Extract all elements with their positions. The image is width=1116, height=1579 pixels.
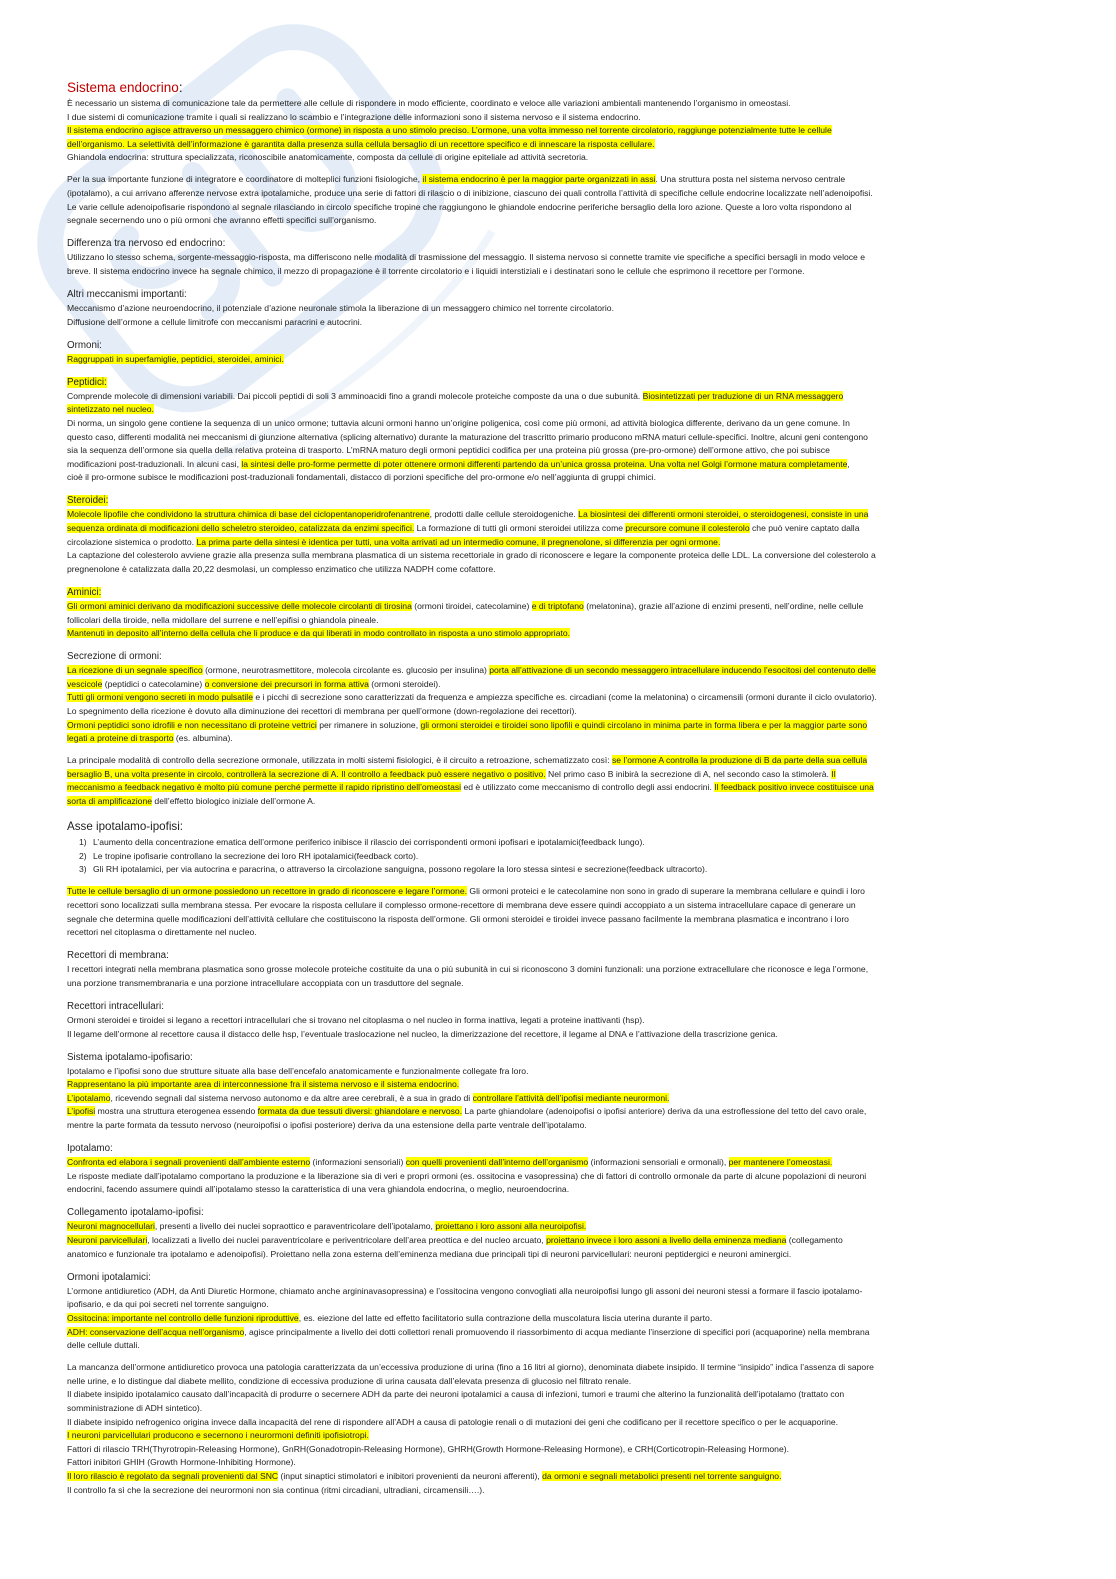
text-run: Fattori inibitori GHIH (Growth Hormone-Inhibiting Hormone).	[67, 1457, 296, 1468]
text-line	[67, 1456, 1077, 1470]
highlighted-text: gli ormoni steroidei e tiroidei sono lipofili e quindi circolano in minima parte in forma libera e per la maggior parte sono	[420, 719, 868, 730]
text-run: La captazione del colesterolo avviene grazie alla presenza sulla membrana plasmatica di un sistema recettoriale in grado di riconoscere e legare la componente proteica delle LDL. La conversione del colesterolo a	[67, 550, 876, 561]
text-line	[67, 111, 1077, 125]
text-line	[67, 1065, 1077, 1079]
text-line	[67, 913, 1077, 927]
highlighted-text: L’ipotalamo	[67, 1092, 111, 1103]
text-line	[67, 536, 1077, 550]
text-block	[67, 948, 1077, 990]
highlighted-text: ADH: conservazione dell’acqua nell’organismo	[67, 1326, 245, 1337]
text-line	[67, 1339, 1077, 1353]
text-line	[67, 390, 1077, 404]
highlighted-text: proiettano invece i loro assoni a livello della eminenza mediana	[546, 1235, 787, 1246]
list-number: 1)	[79, 837, 87, 848]
highlighted-text: Biosintetizzati per traduzione di un RNA messaggero	[642, 390, 844, 401]
highlighted-text: precursore comune il colesterolo	[625, 523, 750, 534]
highlighted-text: Raggruppati in superfamiglie, peptidici, steroidei, aminici.	[67, 353, 284, 364]
highlighted-text: L’ipofisi	[67, 1106, 96, 1117]
text-run: La mancanza dell’ormone antidiuretico provoca una patologia caratterizzata da un’eccessiva produzione di urina (fino a 16 litri al giorno), denominata diabete insipido. Il termine “insipido” indica l’assenza di sapore	[67, 1362, 874, 1373]
section-heading	[67, 338, 1077, 353]
text-run: (es. albumina).	[173, 733, 233, 744]
text-line	[67, 458, 1077, 472]
highlighted-text: sorta di amplificazione	[67, 796, 153, 807]
section-heading	[67, 493, 1077, 508]
text-line	[67, 691, 1077, 705]
highlighted-text: porta all’attivazione di un secondo messaggero intracellulare inducendo l’esocitosi del contenuto delle	[489, 665, 876, 676]
text-run: e i picchi di secrezione sono caratterizzati da frequenza e ampiezza specifiche es. circadiani (come la melatonina) o circamensili (ormoni durante il ciclo ovulatorio).	[252, 692, 877, 703]
text-line	[67, 1170, 1077, 1184]
highlighted-text: il sistema endocrino è per la maggior parte organizzati in assi	[422, 174, 656, 185]
highlighted-text: La prima parte della sintesi è identica per tutti, una volta arrivati ad un intermedio comune, il pregnenolone, si differenzia per ogni ormone.	[196, 536, 721, 547]
highlighted-text: Rappresentano la più importante area di interconnessione fra il sistema nervoso e il sistema endocrino.	[67, 1079, 460, 1090]
text-run: , ricevendo segnali dal sistema nervoso autonomo e da altre aree cerebrali, è a sua in grado di	[110, 1092, 473, 1103]
text-run: È necessario un sistema di comunicazione tale da permettere alle cellule di rispondere in modo efficiente, coordinato e veloce alle variazioni ambientali mantenendo l’organismo in omeostasi.	[67, 98, 791, 108]
text-line	[67, 926, 1077, 940]
highlighted-text: e di triptofano	[531, 600, 584, 611]
text-line	[67, 444, 1077, 458]
highlighted-text: legati a proteine di trasporto	[67, 733, 174, 744]
text-line	[67, 214, 1077, 228]
text-run: Altri meccanismi importanti:	[67, 289, 187, 301]
text-line	[67, 187, 1077, 201]
text-line	[67, 1429, 1077, 1443]
text-run: (ormone, neurotrasmettitore, molecola circolante es. glucosio per insulina)	[202, 665, 490, 676]
text-line	[67, 899, 1077, 913]
text-line	[67, 614, 1077, 628]
text-line	[67, 719, 1077, 733]
highlighted-text: Confronta ed elabora i segnali provenienti dall’ambiente esterno	[67, 1157, 311, 1168]
text-run: (input sinaptici stimolatori e inibitori provenienti da neuroni afferenti),	[278, 1470, 543, 1481]
text-run: Ghiandola endocrina: struttura specializzata, riconoscibile anatomicamente, composta da cellule di origine epiteliale ad attività secretoria.	[67, 152, 589, 163]
text-run: (melatonina), grazie all’azione di enzimi presenti, nell’ordine, nelle cellule	[583, 600, 864, 611]
text-run: (peptidici o catecolamine)	[102, 678, 205, 689]
text-run: Di norma, un singolo gene contiene la sequenza di un unico ormone; tuttavia alcuni ormoni hanno un’origine poligenica, così come più ormoni, ad attività biologica differente, derivano da un gene comune. In	[67, 418, 850, 428]
text-line	[67, 563, 1077, 577]
text-run: Le varie cellule adenoipofisarie rispondono al segnale rilasciando in circolo specifiche tropine che raggiungono le ghiandole endocrine periferiche bersaglio della loro azione. Queste a loro volta rispondono al	[67, 201, 852, 212]
text-line	[67, 664, 1077, 678]
text-line	[67, 795, 1077, 809]
text-run: (collegamento	[786, 1235, 843, 1246]
text-run: sia la sequenza dell’ormone sia quella della relativa proteina di trasporto. L’mRNA maturo degli ormoni peptidici codifica per una proteina più grossa (pre-pro-ormone) dell’ormone attivo, che poi subisce	[67, 445, 830, 456]
highlighted-text: proiettano i loro assoni alla neuroipofisi.	[435, 1221, 587, 1232]
text-run: somministrazione di ADH sintetico).	[67, 1402, 203, 1413]
text-line	[67, 781, 1077, 795]
text-line	[67, 403, 1077, 417]
highlighted-text: dell’organismo. La selettività dell’informazione è garantita dalla presenza sulla cellula bersaglio di un recettore specifico e di innescare la risposta cellulare.	[67, 138, 655, 149]
text-block	[67, 1050, 1077, 1133]
section-heading	[67, 1270, 1077, 1285]
highlighted-text: I neuroni parvicellulari producono e secernono i neurormoni definiti ipofisiotropi.	[67, 1430, 369, 1441]
text-line	[67, 1443, 1077, 1457]
highlighted-text: da ormoni e segnali metabolici presenti nel torrente sanguigno.	[542, 1470, 782, 1481]
text-run: Le risposte mediate dall’ipotalamo comportano la produzione e la liberazione sia di veri e propri ormoni (es. ossitocina e vasopressina) che di fattori di controllo ormonale da parte di alcune popolazioni di neuroni	[67, 1170, 867, 1181]
text-run: Lo spegnimento della ricezione è dovuto alla diminuzione dei recettori di membrana per quell’ormone (down-regolazione dei recettori).	[67, 706, 577, 716]
text-line	[67, 1156, 1077, 1170]
text-line	[67, 201, 1077, 215]
numbered-list-item	[67, 863, 1077, 877]
text-line	[67, 431, 1077, 445]
text-line	[67, 1092, 1077, 1106]
major-section-heading: Asse ipotalamo-ipofisi:	[67, 820, 183, 834]
highlighted-text: Tutti gli ormoni vengono secreti in modo pulsatile	[67, 692, 253, 703]
highlighted-text: Aminici:	[67, 586, 102, 598]
highlighted-text: formata da due tessuti diversi: ghiandolare e nervoso.	[257, 1106, 463, 1117]
text-run: circolazione sistemica o prodotto.	[67, 536, 197, 547]
text-line	[67, 1183, 1077, 1197]
text-run: mentre la parte formata da tessuto nervoso (neuroipofisi o ipofisi posteriore) deriva da una estensione della parte ventrale dell’ipotalamo.	[67, 1120, 587, 1131]
text-line	[67, 678, 1077, 692]
text-line	[67, 265, 1077, 279]
text-block	[67, 1270, 1077, 1353]
text-run: anatomico e funzionale tra ipotalamo e adenoipofisi). Proiettano nella zona esterna dell’eminenza mediana due principali tipi di neuroni parvicellulari: neuroni peptidergici e neuroni aminergici.	[67, 1248, 792, 1259]
highlighted-text: La biosintesi dei differenti ormoni steroidei, o steroidogenesi, consiste in una	[578, 509, 869, 520]
text-run: Il diabete insipido nefrogenico origina invece dalla incapacità del rene di rispondere all’ADH a causa di patologie renali o di mutazioni dei geni che codificano per il recettore specifico o per le acquaporine.	[67, 1416, 839, 1427]
highlighted-text: Ormoni peptidici sono idrofili e non necessitano di proteine vettrici	[67, 719, 317, 730]
text-line	[67, 1078, 1077, 1092]
text-run: La principale modalità di controllo della secrezione ormonale, utilizzata in molti sistemi fisiologici, è il circuito a retroazione, schematizzato così:	[67, 755, 612, 766]
text-run: mostra una struttura eterogenea essendo	[95, 1106, 258, 1117]
text-block	[67, 493, 1077, 576]
text-run: La formazione di tutti gli ormoni steroidei utilizza come	[414, 523, 626, 534]
highlighted-text: Tutte le cellule bersaglio di un ormone possiedono un recettore in grado di riconoscere e legare l’ormone.	[67, 886, 467, 897]
text-run: nelle urine, e lo distingue dal diabete mellito, condizione di eccessiva produzione di urina causata dall’elevata presenza di glucosio nel filtrato renale.	[67, 1375, 632, 1386]
text-line	[67, 1470, 1077, 1484]
text-run: follicolari della tiroide, nella midollare del surrene e nell’epifisi o ghiandola pineale.	[67, 614, 379, 625]
text-block	[67, 97, 1077, 165]
text-line	[67, 1484, 1077, 1498]
text-line	[67, 600, 1077, 614]
text-run: Il legame dell’ormone al recettore causa il distacco delle hsp, l’eventuale traslocazione nel nucleo, la dimerizzazione del recettore, il legame al DNA e l’attivazione della trascrizione genica.	[67, 1028, 778, 1039]
text-line	[67, 1312, 1077, 1326]
highlighted-text: Neuroni parvicellulari	[67, 1235, 148, 1246]
text-line	[67, 1234, 1077, 1248]
text-block	[67, 1205, 1077, 1261]
text-run: questo caso, differenti modalità nei meccanismi di giunzione alternativa (splicing alternativo) durante la maturazione del trascritto primario producono mRNA maturi cellule-specifici. Inoltre, alcuni geni contengono	[67, 431, 868, 442]
highlighted-text: vescicole	[67, 678, 103, 689]
text-run: per rimanere in soluzione,	[316, 719, 421, 730]
text-run: Differenza tra nervoso ed endocrino:	[67, 238, 226, 250]
text-run: (ormoni tiroidei, catecolamine)	[411, 600, 532, 611]
highlighted-text: Steroidei:	[67, 495, 109, 507]
text-block	[67, 649, 1077, 746]
text-line	[67, 508, 1077, 522]
text-line	[67, 1375, 1077, 1389]
text-line	[67, 963, 1077, 977]
highlighted-text: Il sistema endocrino agisce attraverso un messaggero chimico (ormone) in risposta a uno stimolo preciso. L’ormone, una volta immesso nel torrente circolatorio, raggiunge potenzialmente tutte le cellule	[67, 125, 832, 136]
text-line	[67, 977, 1077, 991]
text-run: ed è utilizzato come meccanismo di controllo degli assi endocrini.	[461, 782, 715, 793]
text-run: Ipotalamo e l’ipofisi sono due strutture situate alla base dell’encefalo anatomicamente e funzionalmente collegate fra loro.	[67, 1065, 529, 1076]
highlighted-text: o conversione dei precursori in forma attiva	[204, 678, 369, 689]
text-run: , localizzati a livello dei nuclei paraventricolare e periventricolare dell’area preottica e del nucleo arcuato,	[147, 1235, 547, 1246]
text-run: segnale secernendo uno o più ormoni che avranno effetti specifici sull’organismo.	[67, 215, 377, 226]
text-line	[67, 768, 1077, 782]
text-line	[67, 173, 1077, 187]
text-run: delle cellule duttali.	[67, 1340, 140, 1351]
text-line	[67, 1416, 1077, 1430]
highlighted-text: controllare l’attività dell’ipofisi mediante neurormoni.	[472, 1092, 670, 1103]
section-heading	[67, 287, 1077, 302]
list-number: 2)	[79, 850, 87, 861]
text-line	[67, 1388, 1077, 1402]
text-run: Diffusione dell’ormone a cellule limitrofe con meccanismi paracrini e autocrini.	[67, 316, 363, 327]
text-line	[67, 1105, 1077, 1119]
text-line	[67, 151, 1077, 165]
highlighted-text: Il feedback positivo invece costituisce una	[714, 782, 874, 793]
text-line	[67, 417, 1077, 431]
text-block	[67, 754, 1077, 808]
highlighted-text: la sintesi delle pro-forme permette di poter ottenere ormoni differenti partendo da un’unica grossa proteina. Una volta nel Golgi l’ormone matura completamente	[241, 458, 848, 469]
text-line	[67, 705, 1077, 719]
text-line	[67, 1285, 1077, 1299]
text-run: Recettori intracellulari:	[67, 1001, 164, 1012]
text-run: Il diabete insipido ipotalamico causato dall’incapacità di produrre o secernere ADH da parte dei neuroni ipotalamici a causa di infezioni, tumori e traumi che alterino la funzionalità dell’ipotalamo (trattato con	[67, 1389, 845, 1400]
document-page	[67, 79, 1077, 1497]
highlighted-text: Neuroni magnocellulari	[67, 1221, 155, 1232]
text-block	[67, 236, 1077, 278]
text-run: endocrini, facendo assumere quindi all’ipotalamo stesso la caratteristica di una vera ghiandola endocrina, o meglio, neuroendocrina.	[67, 1184, 570, 1195]
text-run: ,	[847, 458, 850, 469]
section-heading	[67, 375, 1077, 390]
text-line	[67, 97, 1077, 111]
section-heading	[67, 585, 1077, 600]
text-run: recettori sono localizzati sulla membrana stessa. Per evocare la risposta cellulare il complesso ormone-recettore di membrana deve essere quindi accoppiato a un sistema intracellulare capace di generare un	[67, 900, 856, 911]
highlighted-text: Gli ormoni aminici derivano da modificazioni successive delle molecole circolanti di tirosina	[67, 600, 412, 611]
text-run: Utilizzano lo stesso schema, sorgente-messaggio-risposta, ma differiscono nelle modalità di trasmissione del messaggio. Il sistema nervoso si connette tramite vie specifiche a specifici bersagli in modo veloce e	[67, 252, 865, 263]
text-run: I recettori integrati nella membrana plasmatica sono grosse molecole proteiche costituite da una o più subunità in cui si riconoscono 3 domini funzionali: una porzione extracellulare che riconosce e lega l’ormone,	[67, 964, 869, 975]
page-title-colon: :	[178, 80, 183, 95]
highlighted-text: Il	[831, 768, 836, 779]
text-run: dell’effetto biologico iniziale dell’ormone A.	[152, 796, 316, 807]
highlighted-text: Ossitocina: importante nel controllo delle funzioni riproduttive	[67, 1312, 299, 1323]
text-line	[67, 1220, 1077, 1234]
text-run: La parte ghiandolare (adenoipofisi o ipofisi anteriore) deriva da una estroflessione del tetto del cavo orale,	[462, 1106, 867, 1117]
text-block	[67, 287, 1077, 329]
text-line	[67, 627, 1077, 641]
text-block	[67, 338, 1077, 367]
text-block	[67, 375, 1077, 485]
text-line	[67, 316, 1077, 330]
text-run: Secrezione di ormoni:	[67, 651, 162, 663]
highlighted-text: se l’ormone A controlla la produzione di B da parte della sua cellula	[612, 755, 868, 766]
highlighted-text: Molecole lipofile che condividono la struttura chimica di base del ciclopentanoperidrofenantrene	[67, 509, 430, 520]
text-run: Recettori di membrana:	[67, 950, 169, 962]
highlighted-text: sequenza ordinata di modificazioni dello scheletro steroideo, catalizzata da enzimi specifici.	[67, 523, 415, 534]
text-block	[67, 1361, 1077, 1497]
text-run: , presenti a livello dei nuclei sopraottico e paraventricolare dell’ipotalamo,	[154, 1221, 436, 1232]
highlighted-text: meccanismo a feedback negativo è molto più comune perché permette il rapido ripristino dell’omeostasi	[67, 782, 462, 793]
text-run: (informazioni sensoriali e ormonali),	[588, 1157, 729, 1168]
section-heading	[67, 1205, 1077, 1220]
text-run: Fattori di rilascio TRH(Thyrotropin-Releasing Hormone), GnRH(Gonadotropin-Releasing Hormone), GHRH(Growth Hormone-Releasing Hormone), e CRH(Corticotropin-Releasing Hormone).	[67, 1443, 789, 1454]
text-line	[67, 1326, 1077, 1340]
text-line	[67, 1248, 1077, 1262]
list-item-text: Le tropine ipofisarie controllano la secrezione dei loro RH ipotalamici(feedback corto).	[93, 850, 419, 861]
highlighted-text: La ricezione di un segnale specifico	[67, 665, 203, 676]
text-line	[67, 1028, 1077, 1042]
text-block	[67, 885, 1077, 939]
page-title-text: Sistema endocrino	[67, 80, 179, 95]
section-heading	[67, 1141, 1077, 1156]
text-run: una porzione transmembranaria e una porzione intracellulare accoppiata con un trasduttore del segnale.	[67, 977, 464, 988]
text-block	[67, 999, 1077, 1041]
highlighted-text: Il loro rilascio è regolato da segnali provenienti dal SNC	[67, 1470, 279, 1481]
text-run: Il controllo fa sì che la secrezione dei neurormoni non sia continua (ritmi circadiani, ultradiani, circamensili….).	[67, 1484, 485, 1495]
text-run: Gli ormoni proteici e le catecolamine non sono in grado di superare la membrana cellulare e quindi i loro	[467, 886, 865, 897]
text-run: Meccanismo d’azione neuroendocrino, il potenziale d’azione neuronale stimola la liberazione di un messaggero chimico nel torrente circolatorio.	[67, 303, 614, 314]
page-title	[67, 79, 1077, 97]
highlighted-text: Mantenuti in deposito all’interno della cellula che li produce e da qui liberati in modo controllato in risposta a uno stimolo appropriato.	[67, 628, 571, 639]
text-run: Sistema ipotalamo-ipofisario:	[67, 1051, 193, 1063]
text-block	[67, 1141, 1077, 1197]
text-run: Comprende molecole di dimensioni variabili. Dai piccoli peptidi di soli 3 amminoacidi fino a grandi molecole proteiche composte da una o due subunità.	[67, 390, 643, 401]
text-run: che può venire captato dalla	[749, 523, 860, 534]
text-line	[67, 522, 1077, 536]
text-block	[67, 173, 1077, 227]
text-line	[67, 1361, 1077, 1375]
document-body	[67, 97, 1077, 1497]
text-line	[67, 471, 1077, 485]
highlighted-text: Peptidici:	[67, 376, 107, 388]
text-run: (ipotalamo), a cui arrivano afferenze nervose extra ipotalamiche, produce una serie di fattori di rilascio o di inibizione, ciascuno dei quali controlla l’attività di specifiche cellule endocrine localizzate nell’adenoipofisi.	[67, 188, 873, 199]
highlighted-text: con quelli provenienti dall’interno dell’organismo	[405, 1157, 589, 1168]
list-item-text: L’aumento della concentrazione ematica dell’ormone periferico inibisce il rilascio dei corrispondenti ormoni ipofisari e ipotalamici(feedback lungo).	[93, 837, 645, 848]
highlighted-text: sintetizzato nel nucleo.	[67, 404, 154, 415]
text-line	[67, 1402, 1077, 1416]
numbered-list-item	[67, 836, 1077, 850]
text-run: Ormoni ipotalamici:	[67, 1271, 151, 1283]
text-line	[67, 302, 1077, 316]
text-line	[67, 1298, 1077, 1312]
list-item-text: Gli RH ipotalamici, per via autocrina e paracrina, o attraverso la circolazione sanguigna, possono regolare la loro stessa sintesi e secrezione(feedback ultracorto).	[93, 864, 708, 875]
numbered-list-item	[67, 850, 1077, 864]
highlighted-text: bersaglio B, una volta presente in circolo, controllerà la secrezione di A. Il controllo a feedback può essere negativo o positivo.	[67, 768, 546, 779]
text-run: Ipotalamo:	[67, 1143, 113, 1155]
text-line	[67, 732, 1077, 746]
text-line	[67, 549, 1077, 563]
text-run: Per la sua importante funzione di integratore e coordinatore di molteplici funzioni fisiologiche,	[67, 174, 423, 185]
list-number: 3)	[79, 864, 87, 875]
text-run: , es. eiezione del latte ed effetto facilitatorio sulla contrazione della muscolatura liscia uterina durante il parto.	[298, 1312, 713, 1323]
text-run: Collegamento ipotalamo-ipofisi:	[67, 1207, 204, 1219]
text-line	[67, 754, 1077, 768]
text-run: pregnenolone è catalizzata dalla 20,22 desmolasi, un complesso enzimatico che utilizza NADPH come cofattore.	[67, 563, 496, 574]
text-run: (informazioni sensoriali)	[310, 1157, 406, 1168]
highlighted-text: per mantenere l’omeostasi.	[728, 1157, 833, 1168]
section-heading	[67, 948, 1077, 963]
text-run: , prodotti dalle cellule steroidogeniche.	[429, 509, 579, 520]
section-heading	[67, 1050, 1077, 1065]
text-line	[67, 353, 1077, 367]
text-line	[67, 885, 1077, 899]
text-run: Nel primo caso B inibirà la secrezione di A, nel secondo caso la stimolerà.	[545, 768, 832, 779]
text-line	[67, 124, 1077, 138]
section-heading	[67, 649, 1077, 664]
text-line	[67, 1119, 1077, 1133]
text-line	[67, 1014, 1077, 1028]
text-run: I due sistemi di comunicazione tramite i quali si realizzano lo scambio e l’integrazione delle informazioni sono il sistema nervoso e il sistema endocrino.	[67, 111, 641, 122]
section-heading	[67, 999, 1077, 1014]
text-run: (ormoni steroidei).	[368, 678, 441, 689]
text-run: breve. Il sistema endocrino invece ha segnale chimico, il mezzo di propagazione è il torrente circolatorio e i liquidi interstiziali e i destinatari sono le cellule che esprimono il recettore per l’ormone.	[67, 265, 805, 276]
text-run: Ormoni steroidei e tiroidei si legano a recettori intracellulari che si trovano nel citoplasma o nel nucleo in forma inattiva, legati a proteine inattivanti (hsp).	[67, 1015, 645, 1025]
text-line	[67, 251, 1077, 265]
text-run: ipofisario, e da qui poi secreti nel torrente sanguigno.	[67, 1299, 269, 1310]
text-run: , agisce principalmente a livello dei dotti collettori renali promuovendo il riassorbimento di acqua mediante l’inserzione di specifici pori (acquaporine) nella membrana	[244, 1326, 870, 1337]
text-block	[67, 585, 1077, 641]
text-run: cioè il pro-ormone subisce le modificazioni post-traduzionali fondamentali, distacco di porzioni specifiche del pro-ormone e/o nell’aggiunta di gruppi chimici.	[67, 472, 656, 483]
text-run: segnale che determina quelle modificazioni dell’attività cellulare che costituiscono la risposta dell’ormone. Gli ormoni steroidei e tiroidei invece passano facilmente la membrana plasmatica e incontrano i loro	[67, 913, 849, 924]
text-run: L’ormone antidiuretico (ADH, da Anti Diuretic Hormone, chiamato anche argininavasopressina) e l’ossitocina vengono convogliati alla neuroipofisi lungo gli assoni dei neuroni stessi a formare il fascio ipotalamo-	[67, 1285, 863, 1296]
text-run: Ormoni:	[67, 339, 102, 351]
section-heading	[67, 236, 1077, 251]
text-run: . Una struttura posta nel sistema nervoso centrale	[655, 174, 846, 185]
text-block	[67, 817, 1077, 877]
text-run: recettori nel citoplasma o direttamente nel nucleo.	[67, 927, 257, 938]
text-run: modificazioni post-traduzionali. In alcuni casi,	[67, 458, 242, 469]
text-line	[67, 138, 1077, 152]
